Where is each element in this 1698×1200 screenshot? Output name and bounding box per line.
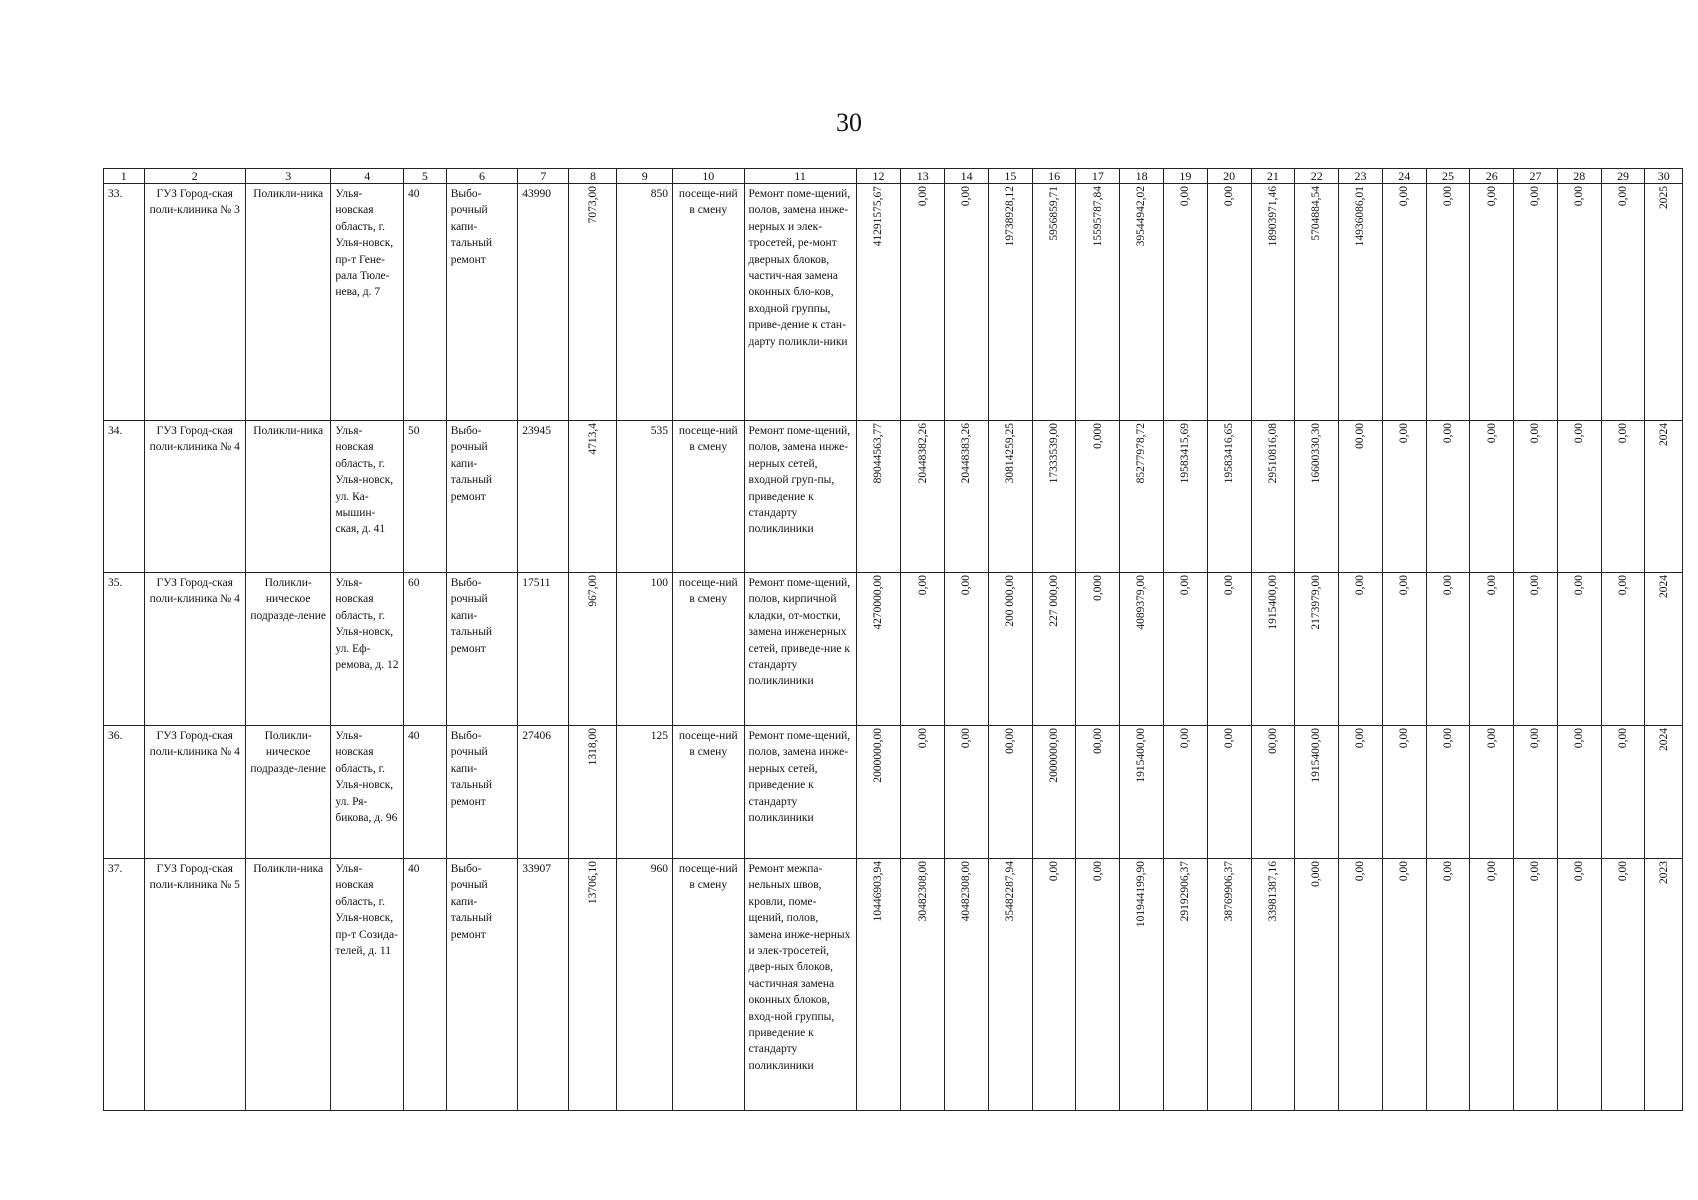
amount-cell-text: 1915400,00 [1266, 575, 1279, 630]
amount-cell-text: 0,00 [1529, 861, 1542, 882]
table-row [104, 726, 1683, 859]
amount-cell-text: 0,00 [1573, 575, 1586, 596]
amount-cell-text: 29192906,37 [1179, 861, 1192, 922]
amount-cell [856, 726, 901, 859]
amount-cell [1207, 184, 1251, 421]
amount-cell-text: 0,00 [1398, 728, 1411, 749]
amount-cell [1207, 573, 1251, 726]
capacity-value: 125 [617, 726, 673, 859]
amount-cell [1295, 573, 1339, 726]
amount-cell-text: 2023 [1657, 861, 1670, 884]
column-header: 22 [1295, 169, 1339, 184]
amount-cell-text: 0,00 [1573, 423, 1586, 444]
amount-cell [901, 421, 945, 573]
table-row [104, 859, 1683, 1111]
col7-value: 27406 [518, 726, 569, 859]
amount-cell [1645, 421, 1683, 573]
amount-cell-text: 0,00 [1398, 186, 1411, 207]
column-header: 13 [901, 169, 945, 184]
col7-value: 43990 [518, 184, 569, 421]
facility-address: Улья-новская область, г. Улья-новск, пр-т Гене-рала Тюле-нева, д. 7 [331, 184, 404, 421]
amount-cell [945, 573, 989, 726]
area-value-text: 967,00 [586, 575, 599, 607]
area-value [569, 726, 617, 859]
capacity-unit: посеще-ний в смену [672, 859, 744, 1111]
capacity-unit: посеще-ний в смену [672, 726, 744, 859]
organization-name: ГУЗ Город-ская поли-клиника № 4 [144, 421, 245, 573]
amount-cell-text: 0,00 [1616, 728, 1629, 749]
amount-cell [901, 726, 945, 859]
column-header: 1 [104, 169, 145, 184]
amount-cell [1076, 573, 1120, 726]
organization-name: ГУЗ Город-ская поли-клиника № 3 [144, 184, 245, 421]
amount-cell-text: 0,00 [1441, 728, 1454, 749]
amount-cell [1470, 726, 1514, 859]
amount-cell [1426, 726, 1470, 859]
amount-cell-text: 0,00 [1398, 423, 1411, 444]
row-number: 34. [104, 421, 145, 573]
amount-cell-text: 0,00 [1529, 728, 1542, 749]
facility-address: Улья-новская область, г. Улья-новск, ул. Ка-мышин-ская, д. 41 [331, 421, 404, 573]
area-value-text: 4713,4 [586, 423, 599, 455]
col5-value: 40 [403, 184, 446, 421]
amount-cell-text: 0,00 [1354, 861, 1367, 882]
amount-cell-text: 0,00 [916, 728, 929, 749]
amount-cell [1426, 421, 1470, 573]
capacity-value: 535 [617, 421, 673, 573]
column-header: 19 [1164, 169, 1208, 184]
amount-cell [1164, 859, 1208, 1111]
amount-cell [1207, 859, 1251, 1111]
amount-cell [988, 726, 1032, 859]
column-header: 6 [446, 169, 518, 184]
amount-cell [1339, 859, 1383, 1111]
amount-cell [1207, 726, 1251, 859]
amount-cell-text: 0,00 [1485, 423, 1498, 444]
amount-cell-text: 0,00 [916, 186, 929, 207]
capacity-value: 960 [617, 859, 673, 1111]
capacity-value: 850 [617, 184, 673, 421]
amount-cell [1339, 184, 1383, 421]
facility-address: Улья-новская область, г. Улья-новск, ул. Еф-ремова, д. 12 [331, 573, 404, 726]
col7-value: 17511 [518, 573, 569, 726]
column-header: 18 [1120, 169, 1164, 184]
amount-cell-text: 20448383,26 [960, 423, 973, 484]
area-value [569, 573, 617, 726]
amount-cell [1382, 421, 1426, 573]
register-table [103, 168, 1683, 1111]
column-header: 26 [1470, 169, 1514, 184]
area-value-text: 13706,10 [586, 861, 599, 905]
amount-cell-text: 0,000 [1091, 423, 1104, 449]
amount-cell [945, 184, 989, 421]
work-description: Ремонт поме-щений, полов, замена инже-нерных и элек-тросетей, ре-монт дверных блоков, частич-ная замена оконных бло-ков, входной группы, приве-дение к стан-дарту поликли-ники [744, 184, 856, 421]
amount-cell [1601, 184, 1645, 421]
col5-value: 60 [403, 573, 446, 726]
amount-cell [1295, 184, 1339, 421]
table-row [104, 573, 1683, 726]
amount-cell [1251, 726, 1295, 859]
amount-cell [988, 184, 1032, 421]
amount-cell [1382, 726, 1426, 859]
amount-cell-text: 39544942,02 [1135, 186, 1148, 247]
amount-cell [1164, 421, 1208, 573]
amount-cell [856, 184, 901, 421]
facility-type: Поликли-ническое подразде-ление [245, 726, 330, 859]
amount-cell-text: 0,00 [1485, 861, 1498, 882]
area-value [569, 184, 617, 421]
column-header: 17 [1076, 169, 1120, 184]
column-header: 23 [1339, 169, 1383, 184]
amount-cell-text: 19583415,69 [1179, 423, 1192, 484]
work-description: Ремонт поме-щений, полов, замена инже-нерных сетей, входной груп-пы, приведение к стандарту поликлиники [744, 421, 856, 573]
column-number-row [104, 169, 1683, 184]
amount-cell [988, 859, 1032, 1111]
amount-cell-text: 2000000,00 [872, 728, 885, 783]
amount-cell-text: 0,00 [1091, 861, 1104, 882]
amount-cell [1557, 573, 1601, 726]
amount-cell [1601, 726, 1645, 859]
amount-cell [1557, 421, 1601, 573]
amount-cell-text: 33981387,16 [1266, 861, 1279, 922]
amount-cell [1470, 421, 1514, 573]
amount-cell [1514, 184, 1558, 421]
amount-cell [1470, 184, 1514, 421]
amount-cell [1251, 421, 1295, 573]
work-description: Ремонт поме-щений, полов, замена инже-нерных сетей, приведение к стандарту поликлиники [744, 726, 856, 859]
col7-value: 33907 [518, 859, 569, 1111]
column-header: 24 [1382, 169, 1426, 184]
facility-type: Поликли-ническое подразде-ление [245, 573, 330, 726]
work-type: Выбо-рочный капи-тальный ремонт [446, 184, 518, 421]
row-number: 37. [104, 859, 145, 1111]
amount-cell [1032, 184, 1076, 421]
amount-cell-text: 0,00 [960, 186, 973, 207]
table-row [104, 421, 1683, 573]
amount-cell [1339, 421, 1383, 573]
amount-cell-text: 0,00 [1354, 575, 1367, 596]
amount-cell-text: 0,000 [1310, 861, 1323, 887]
facility-type: Поликли-ника [245, 421, 330, 573]
amount-cell [1076, 421, 1120, 573]
amount-cell-text: 0,00 [960, 728, 973, 749]
amount-cell-text: 0,00 [1485, 575, 1498, 596]
capacity-unit: посеще-ний в смену [672, 184, 744, 421]
amount-cell [1557, 184, 1601, 421]
amount-cell [1251, 859, 1295, 1111]
amount-cell [1164, 573, 1208, 726]
amount-cell-text: 14936086,01 [1354, 186, 1367, 247]
amount-cell-text: 0,00 [1222, 186, 1235, 207]
amount-cell [1120, 421, 1164, 573]
amount-cell [1470, 859, 1514, 1111]
amount-cell [1295, 859, 1339, 1111]
amount-cell-text: 5956859,71 [1047, 186, 1060, 241]
amount-cell [945, 421, 989, 573]
facility-type: Поликли-ника [245, 184, 330, 421]
amount-cell-text: 10446903,94 [872, 861, 885, 922]
facility-address: Улья-новская область, г. Улья-новск, пр-т Созида-телей, д. 11 [331, 859, 404, 1111]
amount-cell-text: 0,000 [1091, 575, 1104, 601]
column-header: 28 [1557, 169, 1601, 184]
amount-cell [1120, 573, 1164, 726]
amount-cell [1120, 859, 1164, 1111]
amount-cell [1645, 184, 1683, 421]
amount-cell-text: 0,00 [960, 575, 973, 596]
amount-cell-text: 16600330,30 [1310, 423, 1323, 484]
amount-cell-text: 0,00 [1222, 728, 1235, 749]
area-value-text: 1318,00 [586, 728, 599, 766]
amount-cell-text: 0,00 [1573, 186, 1586, 207]
column-header: 12 [856, 169, 901, 184]
amount-cell [901, 573, 945, 726]
amount-cell [1557, 726, 1601, 859]
amount-cell [1426, 573, 1470, 726]
amount-cell-text: 0,00 [1047, 861, 1060, 882]
amount-cell-text: 18903971,46 [1266, 186, 1279, 247]
amount-cell-text: 0,00 [916, 575, 929, 596]
amount-cell-text: 15595787,84 [1091, 186, 1104, 247]
facility-address: Улья-новская область, г. Улья-новск, ул. Ря-бикова, д. 96 [331, 726, 404, 859]
amount-cell [1032, 421, 1076, 573]
row-number: 36. [104, 726, 145, 859]
row-number: 33. [104, 184, 145, 421]
amount-cell [1557, 859, 1601, 1111]
amount-cell [1470, 573, 1514, 726]
amount-cell-text: 00,00 [1266, 728, 1279, 754]
amount-cell-text: 0,00 [1398, 861, 1411, 882]
amount-cell-text: 19583416,65 [1222, 423, 1235, 484]
area-value [569, 859, 617, 1111]
column-header: 21 [1251, 169, 1295, 184]
amount-cell-text: 0,00 [1616, 575, 1629, 596]
amount-cell-text: 2025 [1657, 186, 1670, 209]
amount-cell-text: 30814259,25 [1004, 423, 1017, 484]
amount-cell [1164, 184, 1208, 421]
column-header: 25 [1426, 169, 1470, 184]
amount-cell [1339, 726, 1383, 859]
facility-type: Поликли-ника [245, 859, 330, 1111]
amount-cell-text: 40482308,00 [960, 861, 973, 922]
amount-cell [1251, 184, 1295, 421]
amount-cell [1645, 726, 1683, 859]
amount-cell [1339, 573, 1383, 726]
column-header: 5 [403, 169, 446, 184]
amount-cell [1032, 859, 1076, 1111]
amount-cell-text: 0,00 [1616, 186, 1629, 207]
amount-cell-text: 0,00 [1222, 575, 1235, 596]
amount-cell-text: 19738928,12 [1004, 186, 1017, 247]
amount-cell [1120, 726, 1164, 859]
amount-cell-text: 0,00 [1529, 575, 1542, 596]
column-header: 29 [1601, 169, 1645, 184]
table-body [104, 184, 1683, 1111]
amount-cell-text: 101944199,90 [1135, 861, 1148, 928]
amount-cell-text: 20448382,26 [916, 423, 929, 484]
amount-cell [988, 421, 1032, 573]
work-type: Выбо-рочный капи-тальный ремонт [446, 421, 518, 573]
organization-name: ГУЗ Город-ская поли-клиника № 4 [144, 573, 245, 726]
amount-cell-text: 35482287,94 [1004, 861, 1017, 922]
amount-cell [1645, 859, 1683, 1111]
amount-cell-text: 2024 [1657, 575, 1670, 598]
amount-cell [945, 726, 989, 859]
amount-cell-text: 41291575,67 [872, 186, 885, 247]
amount-cell [1601, 421, 1645, 573]
amount-cell [856, 859, 901, 1111]
amount-cell-text: 00,00 [1004, 728, 1017, 754]
amount-cell-text: 29510816,08 [1266, 423, 1279, 484]
amount-cell-text: 0,00 [1179, 575, 1192, 596]
amount-cell [856, 421, 901, 573]
amount-cell-text: 0,00 [1441, 861, 1454, 882]
amount-cell [1426, 184, 1470, 421]
amount-cell-text: 0,00 [1179, 728, 1192, 749]
amount-cell-text: 0,00 [1441, 186, 1454, 207]
amount-cell-text: 0,00 [1573, 728, 1586, 749]
column-header: 4 [331, 169, 404, 184]
amount-cell [1382, 184, 1426, 421]
amount-cell-text: 0,00 [1354, 728, 1367, 749]
amount-cell [1076, 184, 1120, 421]
amount-cell-text: 0,00 [1616, 423, 1629, 444]
capacity-unit: посеще-ний в смену [672, 421, 744, 573]
column-header: 9 [617, 169, 673, 184]
capacity-unit: посеще-ний в смену [672, 573, 744, 726]
column-header: 16 [1032, 169, 1076, 184]
amount-cell-text: 38769906,37 [1222, 861, 1235, 922]
column-header: 7 [518, 169, 569, 184]
amount-cell [1514, 859, 1558, 1111]
work-description: Ремонт поме-щений, полов, кирпичной кладки, от-мостки, замена инженерных сетей, приведе-ние к стандарту поликлиники [744, 573, 856, 726]
work-type: Выбо-рочный капи-тальный ремонт [446, 573, 518, 726]
amount-cell-text: 2173979,00 [1310, 575, 1323, 630]
table-row [104, 184, 1683, 421]
amount-cell [1076, 859, 1120, 1111]
column-header: 20 [1207, 169, 1251, 184]
column-header: 14 [945, 169, 989, 184]
amount-cell [1164, 726, 1208, 859]
amount-cell-text: 4089379,00 [1135, 575, 1148, 630]
amount-cell [1076, 726, 1120, 859]
amount-cell-text: 0,00 [1573, 861, 1586, 882]
area-value [569, 421, 617, 573]
amount-cell-text: 5704884,54 [1310, 186, 1323, 241]
amount-cell-text: 0,00 [1529, 423, 1542, 444]
amount-cell [1295, 726, 1339, 859]
amount-cell [901, 859, 945, 1111]
organization-name: ГУЗ Город-ская поли-клиника № 5 [144, 859, 245, 1111]
amount-cell-text: 00,00 [1091, 728, 1104, 754]
amount-cell [1514, 421, 1558, 573]
amount-cell-text: 0,00 [1441, 423, 1454, 444]
column-header: 3 [245, 169, 330, 184]
amount-cell-text: 0,00 [1485, 728, 1498, 749]
page-number: 30 [836, 108, 862, 137]
work-type: Выбо-рочный капи-тальный ремонт [446, 859, 518, 1111]
organization-name: ГУЗ Город-ская поли-клиника № 4 [144, 726, 245, 859]
amount-cell-text: 0,00 [1529, 186, 1542, 207]
area-value-text: 7073,00 [586, 186, 599, 224]
column-header: 15 [988, 169, 1032, 184]
amount-cell-text: 17333539,00 [1047, 423, 1060, 484]
amount-cell-text: 00,00 [1354, 423, 1367, 449]
row-number: 35. [104, 573, 145, 726]
amount-cell [1514, 726, 1558, 859]
amount-cell-text: 200 000,00 [1004, 575, 1017, 627]
column-header: 11 [744, 169, 856, 184]
column-header: 27 [1514, 169, 1558, 184]
amount-cell [1382, 859, 1426, 1111]
col7-value: 23945 [518, 421, 569, 573]
amount-cell [1295, 421, 1339, 573]
amount-cell-text: 4270000,00 [872, 575, 885, 630]
amount-cell-text: 30482308,00 [916, 861, 929, 922]
amount-cell [1426, 859, 1470, 1111]
col5-value: 40 [403, 726, 446, 859]
amount-cell-text: 227 000,00 [1047, 575, 1060, 627]
amount-cell-text: 0,00 [1441, 575, 1454, 596]
amount-cell [1032, 726, 1076, 859]
work-description: Ремонт межпа-нельных швов, кровли, поме-щений, полов, замена инже-нерных и элек-тросетей, двер-ных блоков, частичная замена оконных блоков, вход-ной группы, приведение к стандарту поликлиники [744, 859, 856, 1111]
amount-cell-text: 2024 [1657, 728, 1670, 751]
amount-cell-text: 0,00 [1616, 861, 1629, 882]
col5-value: 40 [403, 859, 446, 1111]
amount-cell-text: 85277978,72 [1135, 423, 1148, 484]
amount-cell [1645, 573, 1683, 726]
amount-cell [1601, 859, 1645, 1111]
column-header: 30 [1645, 169, 1683, 184]
work-type: Выбо-рочный капи-тальный ремонт [446, 726, 518, 859]
amount-cell [856, 573, 901, 726]
amount-cell [1382, 573, 1426, 726]
capacity-value: 100 [617, 573, 673, 726]
amount-cell-text: 0,00 [1485, 186, 1498, 207]
amount-cell [988, 573, 1032, 726]
amount-cell [1514, 573, 1558, 726]
amount-cell [945, 859, 989, 1111]
amount-cell-text: 1915400,00 [1135, 728, 1148, 783]
column-header: 10 [672, 169, 744, 184]
amount-cell-text: 2024 [1657, 423, 1670, 446]
amount-cell-text: 89044563,77 [872, 423, 885, 484]
amount-cell-text: 0,00 [1398, 575, 1411, 596]
amount-cell [901, 184, 945, 421]
amount-cell [1120, 184, 1164, 421]
amount-cell [1207, 421, 1251, 573]
column-header: 2 [144, 169, 245, 184]
amount-cell-text: 0,00 [1179, 186, 1192, 207]
amount-cell-text: 2000000,00 [1047, 728, 1060, 783]
amount-cell [1601, 573, 1645, 726]
amount-cell-text: 1915400,00 [1310, 728, 1323, 783]
amount-cell [1251, 573, 1295, 726]
column-header: 8 [569, 169, 617, 184]
amount-cell [1032, 573, 1076, 726]
col5-value: 50 [403, 421, 446, 573]
